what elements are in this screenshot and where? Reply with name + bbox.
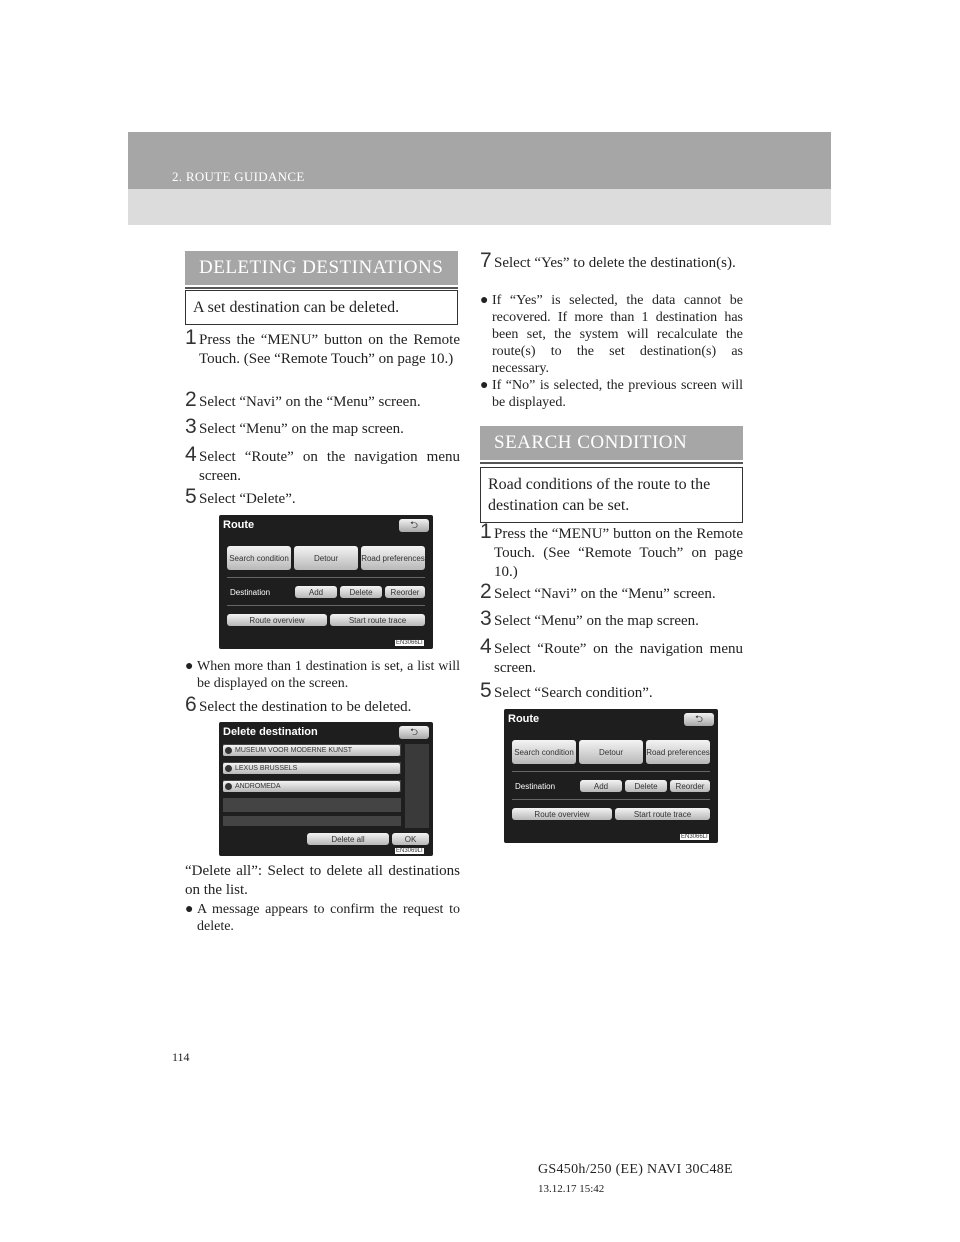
ok-button[interactable]: OK (392, 833, 429, 845)
reorder-button[interactable]: Reorder (670, 780, 710, 792)
back-button[interactable]: ⮌ (399, 726, 429, 739)
deleting-destinations-title: DELETING DESTINATIONS (185, 251, 458, 285)
right-bullet-2: ● If “No” is selected, the previous screen will be displayed. (480, 378, 743, 410)
delete-button[interactable]: Delete (340, 586, 382, 598)
left-bullet-2: ● A message appears to confirm the request to delete. (185, 902, 460, 934)
divider (512, 771, 710, 772)
search-condition-button[interactable]: Search condition (512, 740, 576, 764)
route-screen-2: Route ⮌ Search condition Detour Road preferences Destination Add Delete Reorder Route overview Start route trace EN3066LI (504, 709, 718, 843)
back-button[interactable]: ⮌ (684, 713, 714, 726)
right-step-5: 5 Select “Search condition”. (480, 679, 653, 702)
footer-date: 13.12.17 15:42 (538, 1183, 605, 1195)
right-step-2: 2 Select “Navi” on the “Menu” screen. (480, 580, 716, 603)
search-condition-intro: Road conditions of the route to the destination can be set. (480, 467, 743, 523)
delete-destination-screen: Delete destination ⮌ MUSEUM VOOR MODERNE KUNST LEXUS BRUSSELS ANDROMEDA Delete all OK EN3069LI (219, 722, 433, 856)
start-route-trace-button[interactable]: Start route trace (330, 614, 425, 626)
reorder-button[interactable]: Reorder (385, 586, 425, 598)
left-step-5: 5 Select “Delete”. (185, 485, 296, 508)
footer-model: GS450h/250 (EE) NAVI 30C48E (538, 1162, 733, 1177)
image-code: EN3066LI (681, 834, 708, 840)
search-condition-title: SEARCH CONDITION (480, 426, 743, 460)
destination-label: Destination (230, 588, 271, 597)
deleting-intro: A set destination can be deleted. (185, 290, 458, 325)
start-route-trace-button[interactable]: Start route trace (615, 808, 710, 820)
back-button[interactable]: ⮌ (399, 519, 429, 532)
left-step-3: 3 Select “Menu” on the map screen. (185, 415, 404, 438)
detour-button[interactable]: Detour (294, 546, 358, 570)
destination-item-1[interactable]: MUSEUM VOOR MODERNE KUNST (223, 745, 400, 756)
right-step-3: 3 Select “Menu” on the map screen. (480, 607, 699, 630)
detour-button[interactable]: Detour (579, 740, 643, 764)
destination-item-2[interactable]: LEXUS BRUSSELS (223, 763, 400, 774)
header-subband (128, 189, 831, 225)
left-step-6: 6 Select the destination to be deleted. (185, 693, 412, 716)
destination-label: Destination (515, 782, 556, 791)
right-step-7: 7 Select “Yes” to delete the destination(s). (480, 249, 736, 272)
image-code: EN3066LI (396, 640, 423, 646)
divider (512, 799, 710, 800)
destination-item-3[interactable]: ANDROMEDA (223, 781, 400, 792)
destination-icon (225, 783, 232, 790)
right-step-4: 4 Select “Route” on the navigation menu screen. (480, 635, 743, 676)
route-overview-button[interactable]: Route overview (512, 808, 612, 820)
destination-icon (225, 747, 232, 754)
scrollbar[interactable] (405, 744, 429, 828)
divider (227, 577, 425, 578)
search-condition-button[interactable]: Search condition (227, 546, 291, 570)
route-screen-1: Route ⮌ Search condition Detour Road preferences Destination Add Delete Reorder Route overview Start route trace EN3066LI (219, 515, 433, 649)
left-bullet-1: ● When more than 1 destination is set, a list will be displayed on the screen. (185, 659, 460, 691)
right-step-1: 1 Press the “MENU” button on the Remote Touch. (See “Remote Touch” on page 10.) (480, 520, 743, 580)
add-button[interactable]: Add (295, 586, 337, 598)
delete-button[interactable]: Delete (625, 780, 667, 792)
empty-row (223, 798, 401, 812)
delete-all-button[interactable]: Delete all (307, 833, 389, 845)
destination-icon (225, 765, 232, 772)
route-overview-button[interactable]: Route overview (227, 614, 327, 626)
left-step-2: 2 Select “Navi” on the “Menu” screen. (185, 388, 421, 411)
add-button[interactable]: Add (580, 780, 622, 792)
left-step-4: 4 Select “Route” on the navigation menu screen. (185, 443, 460, 484)
delete-all-note: “Delete all”: Select to delete all destinations on the list. (185, 863, 460, 898)
left-step-1: 1 Press the “MENU” button on the Remote Touch. (See “Remote Touch” on page 10.) (185, 326, 460, 367)
road-preferences-button[interactable]: Road preferences (646, 740, 710, 764)
road-preferences-button[interactable]: Road preferences (361, 546, 425, 570)
section-header: 2. ROUTE GUIDANCE (172, 169, 305, 184)
right-bullet-1: ● If “Yes” is selected, the data cannot be recovered. If more than 1 destination has been set, the system will recalculate the route(s) to the set destination(s) as necessary. (480, 293, 743, 376)
empty-row (223, 816, 401, 826)
image-code: EN3069LI (396, 848, 423, 854)
page-number: 114 (172, 1050, 190, 1064)
divider (227, 605, 425, 606)
